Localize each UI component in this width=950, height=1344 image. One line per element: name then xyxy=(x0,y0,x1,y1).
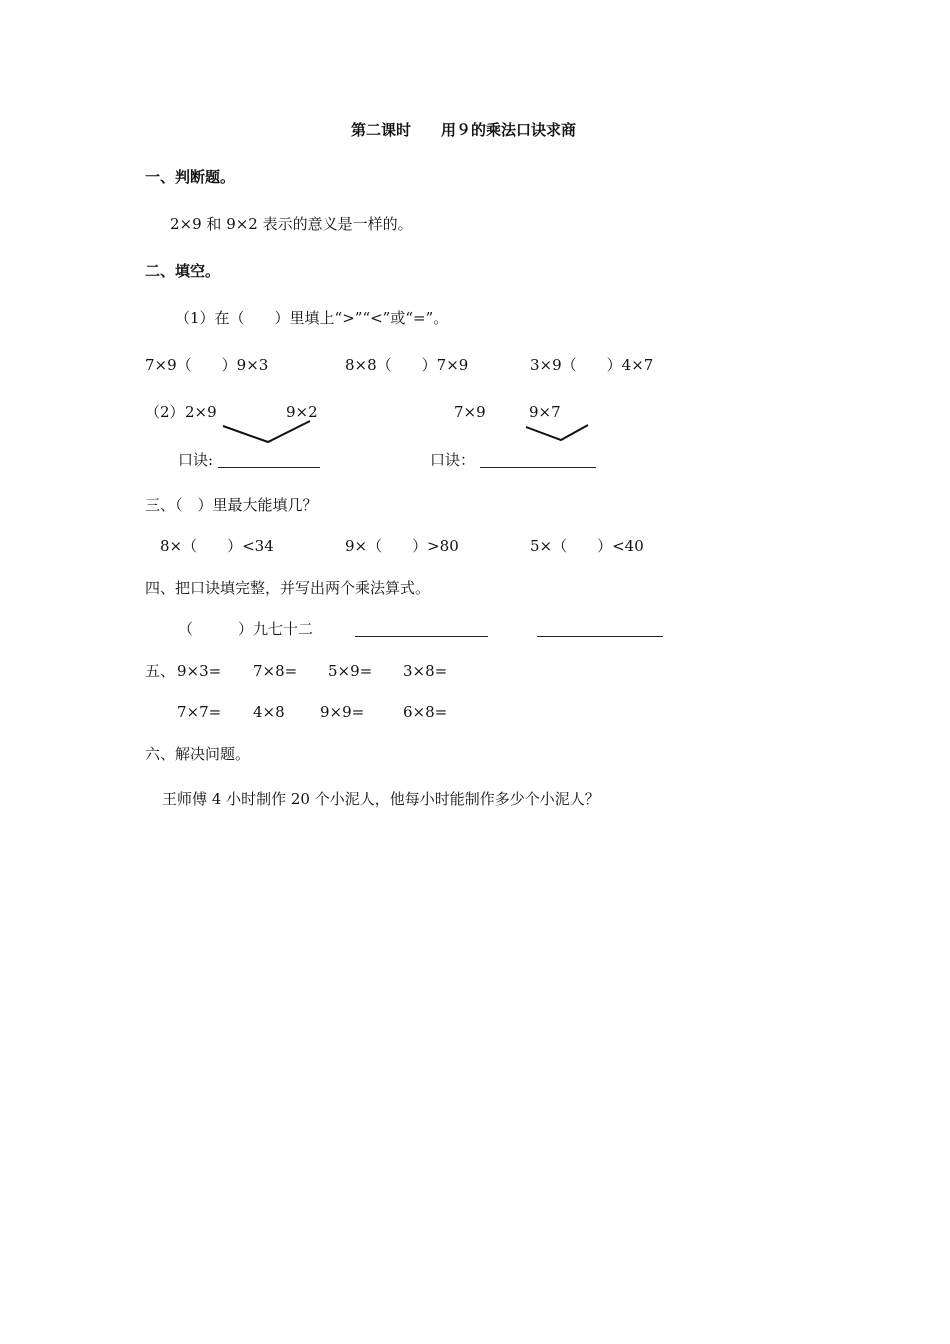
calc-item[interactable]: 9×3= xyxy=(177,662,222,680)
compare-item-1[interactable]: 7×9（ ）9×3 xyxy=(145,356,269,374)
calc-item[interactable]: 3×8= xyxy=(403,662,448,680)
equation-answer-line-1[interactable] xyxy=(355,636,488,637)
section-1-statement: 2×9 和 9×2 表示的意义是一样的。 xyxy=(170,215,413,233)
equation-answer-line-2[interactable] xyxy=(537,636,663,637)
pair-2-right: 9×7 xyxy=(529,403,561,421)
section-1-heading: 一、判断题。 xyxy=(145,168,236,186)
section-2-part1-instruction: （1）在（ ）里填上“>”“<”或“=”。 xyxy=(175,309,449,327)
koujue-fill-item[interactable]: （ ）九七十二 xyxy=(178,620,314,638)
section-2-part2-label: （2） xyxy=(145,403,185,421)
section-3-heading: 三、（ ）里最大能填几？ xyxy=(145,496,318,514)
fill-max-item-2[interactable]: 9×（ ）>80 xyxy=(345,537,459,555)
compare-item-3[interactable]: 3×9（ ）4×7 xyxy=(530,356,654,374)
koujue-answer-line-2[interactable] xyxy=(480,467,596,468)
pair-1-left: 2×9 xyxy=(185,403,217,421)
word-problem: 王师傅 4 小时制作 20 个小泥人，他每小时能制作多少个小泥人？ xyxy=(162,790,600,808)
calc-item[interactable]: 5×9= xyxy=(328,662,373,680)
fill-max-item-1[interactable]: 8×（ ）<34 xyxy=(160,537,274,555)
section-4-heading: 四、把口诀填完整，并写出两个乘法算式。 xyxy=(145,579,431,597)
section-6-heading: 六、解决问题。 xyxy=(145,745,251,763)
calc-item[interactable]: 6×8= xyxy=(403,703,448,721)
calc-item[interactable]: 7×7= xyxy=(177,703,222,721)
calc-item[interactable]: 7×8= xyxy=(253,662,298,680)
section-2-heading: 二、填空。 xyxy=(145,262,221,280)
compare-item-2[interactable]: 8×8（ ）7×9 xyxy=(345,356,469,374)
page-title: 第二课时 用９的乘法口诀求商 xyxy=(351,121,577,139)
pair-2-left: 7×9 xyxy=(454,403,486,421)
pair-1-right: 9×2 xyxy=(286,403,318,421)
koujue-label-1: 口诀: xyxy=(178,451,214,469)
koujue-label-2: 口诀： xyxy=(430,451,476,469)
fill-max-item-3[interactable]: 5×（ ）<40 xyxy=(530,537,644,555)
koujue-answer-line-1[interactable] xyxy=(218,467,320,468)
section-5-heading: 五、 xyxy=(145,662,176,680)
calc-item[interactable]: 9×9= xyxy=(320,703,365,721)
calc-item[interactable]: 4×8 xyxy=(253,703,285,721)
